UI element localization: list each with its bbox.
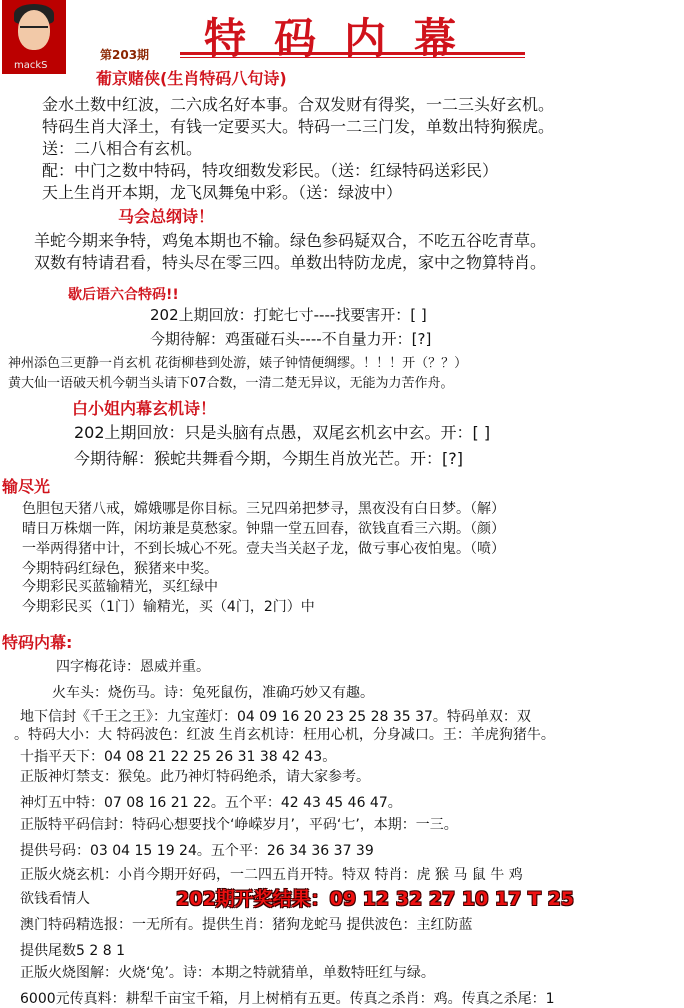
poem-line: 双数有特请君看，特头尽在零三四。单数出特防龙虎，家中之物算特肖。 [34, 253, 547, 272]
riddle-line: 神州添色三更静一肖玄机 花街柳巷到处游，婊子钟情便绸缪。！！！开（？？） [8, 356, 468, 371]
section-title-xiehouyu: 歇后语六合特码!! [68, 287, 179, 303]
info-line: 火车头：烧伤马。诗：兔死鼠伤，准确巧妙又有趣。 [52, 685, 374, 701]
poem-line: 202上期回放：只是头脑有点愚，双尾玄机玄中玄。开：[ ] [74, 423, 491, 442]
poem-line: 配：中门之数中特码，特攻细数发彩民。（送：红绿特码送彩民） [42, 161, 499, 180]
poem-line: 羊蛇今期来争特，鸡兔本期也不输。绿色参码疑双合，不吃五谷吃青草。 [34, 231, 547, 250]
info-line: 正版神灯禁支：猴兔。此乃神灯特码绝杀，请大家参考。 [20, 769, 370, 785]
draw-result-banner: 202期开奖结果：09 12 32 27 10 17 T 25 [176, 888, 575, 910]
info-line: 四字梅花诗：恩威并重。 [56, 659, 210, 675]
riddle-line: 黄大仙一语破天机今朝当头请下07合数，一清二楚无异议，无能为力苦作舟。 [8, 376, 454, 391]
page-title: 特码内幕 [204, 14, 485, 63]
info-line: 正版火烧图解：火烧‘兔’。诗：本期之特就猜单，单数特旺红与绿。 [20, 965, 435, 981]
info-line: 提供尾数5 2 8 1 [20, 943, 125, 959]
poem-line: 今期特码红绿色，猴猪来中奖。 [22, 561, 218, 577]
section-title-temaneimu: 特码内幕: [2, 633, 73, 652]
avatar-watermark: mackS [14, 60, 48, 71]
info-line: 澳门特码精选报：一无所有。提供生肖：猪狗龙蛇马 提供波色：主红防蓝 [20, 917, 473, 933]
section-title-baixiaojie: 白小姐内幕玄机诗！ [72, 399, 217, 418]
issue-number: 第203期 [100, 48, 150, 62]
poem-line: 色胆包天猪八戒，嫦娥哪是你目标。三兄四弟把梦寻，黑夜没有白日梦。（解） [22, 501, 505, 517]
info-line: 十指平天下：04 08 21 22 25 26 31 38 42 43。 [20, 749, 337, 765]
riddle-line: 202上期回放：打蛇七寸----找要害开：[ ] [150, 306, 427, 324]
poem-line: 晴日万株烟一阵，闲坊兼是莫愁家。钟鼎一堂五回春，欲钱直看三六期。（颜） [22, 521, 505, 537]
poem-line: 金水土数中红波，二六成名好本事。合双发财有得奖，一二三头好玄机。 [42, 95, 555, 114]
avatar-glasses [20, 26, 48, 34]
section-title-pujing: 葡京赌侠(生肖特码八句诗) [96, 69, 287, 88]
poem-line: 特码生肖大泽土，有钱一定要买大。特码一二三门发，单数出特狗猴虎。 [42, 117, 555, 136]
poem-line: 今期彩民买（1门）输精光，买（4门，2门）中 [22, 599, 315, 615]
avatar [2, 0, 66, 74]
title-underline [180, 52, 525, 55]
poem-line: 今期待解：猴蛇共舞看今期，今期生肖放光芒。开：[?] [74, 449, 463, 468]
poem-line: 今期彩民买蓝输精光，买红绿中 [22, 579, 218, 595]
riddle-line: 今期待解：鸡蛋碰石头----不自量力开：[?] [150, 330, 432, 348]
info-line: 提供号码：03 04 15 19 24。五个平：26 34 36 37 39 [20, 843, 374, 859]
section-title-shujinguang: 输尽光 [2, 477, 51, 496]
info-line: 正版火烧玄机：小肖今期开好码，一二四五肖开特。特双 特肖：虎 猴 马 鼠 牛 鸡 [20, 867, 523, 883]
info-line: 。特码大小：大 特码波色：红波 生肖玄机诗：枉用心机，分身减口。王：羊虎狗猪牛。 [14, 727, 555, 743]
info-line: 神灯五中特：07 08 16 21 22。五个平：42 43 45 46 47。 [20, 795, 402, 811]
poem-line: 送：二八相合有玄机。 [42, 139, 203, 158]
poem-line: 一举两得猪中计，不到长城心不死。壹夫当关赵子龙，做亏事心夜怕鬼。（喷） [22, 541, 505, 557]
info-line: 地下信封《千王之王》：九宝莲灯：04 09 16 20 23 25 28 35 37。特码单双：双 [20, 709, 531, 725]
info-line: 正版特平码信封：特码心想要找个‘峥嵘岁月’，平码‘七’，本期：一三。 [20, 817, 458, 833]
info-line: 6000元传真料：耕犁千亩宝千箱，月上树梢有五更。传真之杀肖：鸡。传真之杀尾：1 [20, 991, 555, 1007]
title-underline-thin [180, 57, 525, 58]
poem-line: 天上生肖开本期，龙飞凤舞兔中彩。（送：绿波中） [42, 183, 403, 202]
section-title-mahui: 马会总纲诗！ [118, 207, 215, 226]
info-line: 欲钱看情人 [20, 891, 90, 907]
